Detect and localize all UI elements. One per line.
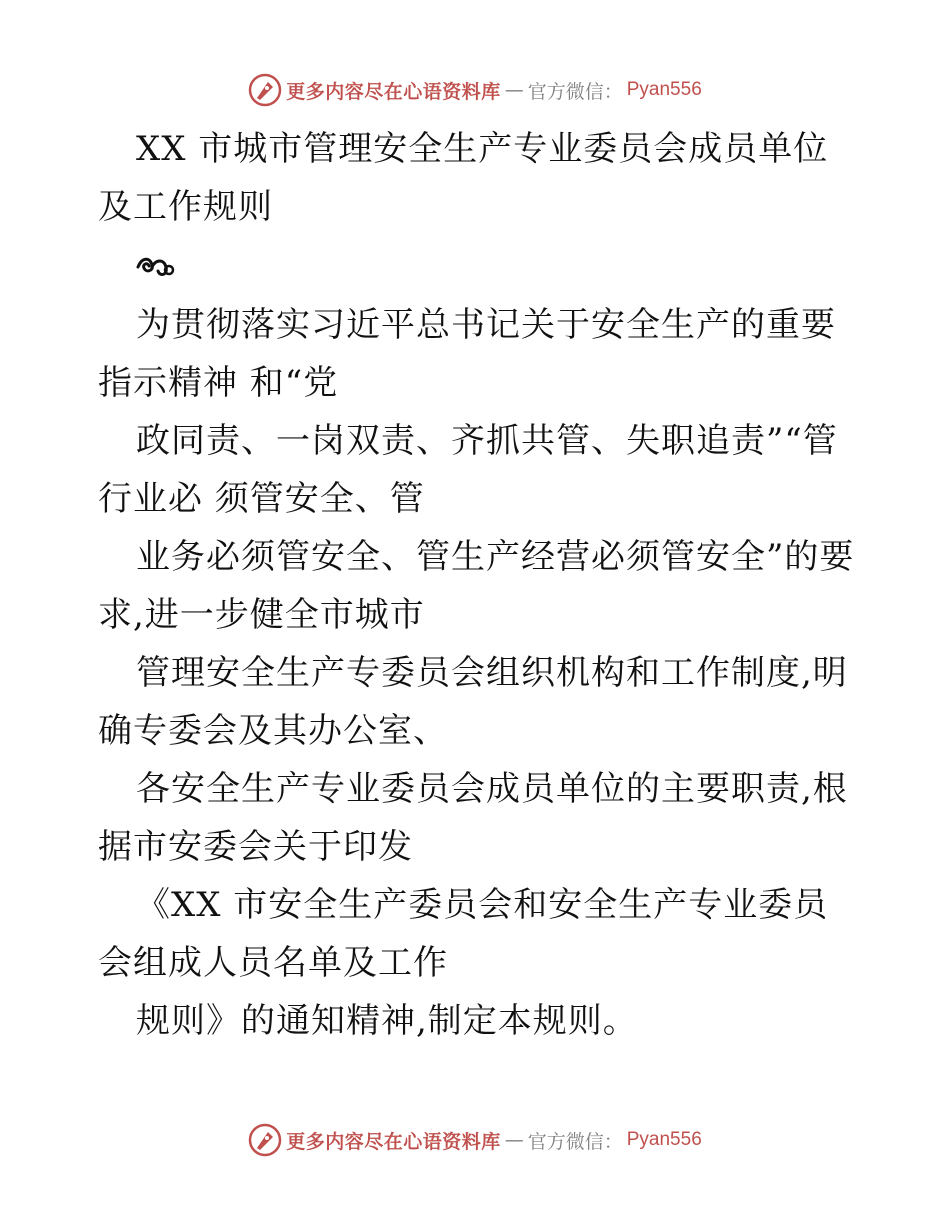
document-body (98, 120, 858, 1050)
footer-banner-wechat-id: Pyan556 (626, 1129, 702, 1150)
header-banner-wechat-label: 官方微信： (527, 80, 623, 103)
footer-banner-inner (248, 1123, 702, 1157)
floral-ornament-icon (136, 236, 858, 296)
footer-banner (0, 1120, 950, 1160)
document-title: XX 市城市管理安全生产专业委员会成员单位及工作规则 (98, 129, 829, 227)
footer-banner-text: 更多内容尽在心语资料库 (286, 1130, 501, 1153)
paragraph-7: 规则》的通知精神,制定本规则。 (136, 1001, 638, 1041)
paragraph-5: 各安全生产专业委员会成员单位的主要职责,根据市安委会关于印发 (98, 769, 848, 867)
footer-banner-separator: — (504, 1129, 524, 1151)
paragraph-4: 管理安全生产专委员会组织机构和工作制度,明确专委会及其办公室、 (98, 653, 848, 751)
pen-nib-logo-icon (248, 73, 282, 107)
paragraph-2: 政同责、一岗双责、齐抓共管、失职追责”“管行业必 须管安全、管 (98, 421, 838, 519)
footer-banner-wechat-label: 官方微信： (527, 1130, 623, 1153)
header-banner (0, 70, 950, 110)
paragraph-6: 《XX 市安全生产委员会和安全生产专业委员会组成人员名单及工作 (98, 885, 829, 983)
header-banner-separator: — (504, 79, 524, 101)
header-banner-text: 更多内容尽在心语资料库 (286, 80, 501, 103)
header-banner-wechat-id: Pyan556 (626, 79, 702, 100)
paragraph-1: 为贯彻落实习近平总书记关于安全生产的重要指示精神 和“党 (98, 305, 836, 403)
paragraph-3: 业务必须管安全、管生产经营必须管安全”的要求,进一步健全市城市 (98, 537, 855, 635)
header-banner-inner (248, 73, 702, 107)
pen-nib-logo-icon (248, 1123, 282, 1157)
